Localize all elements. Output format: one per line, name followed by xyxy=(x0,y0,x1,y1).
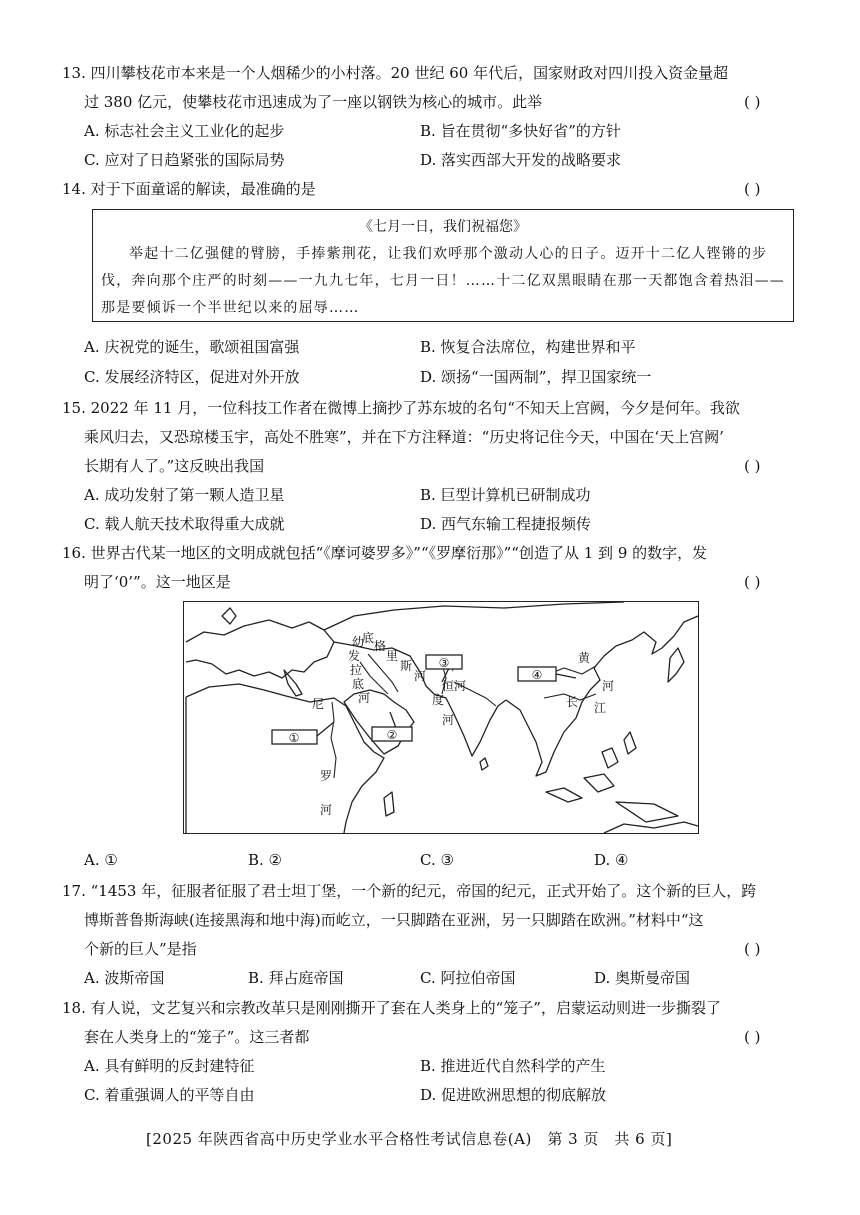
nile-label-2: 罗 xyxy=(320,769,333,783)
nile-river-line xyxy=(331,702,336,778)
river-labels xyxy=(312,630,614,817)
q14-option-b[interactable]: B. 恢复合法席位，构建世界和平 xyxy=(420,338,636,356)
q17-option-a[interactable]: A. 波斯帝国 xyxy=(84,969,165,987)
q17-stem-line3: 个新的巨人”是指 xyxy=(84,940,197,958)
indus-label-3: 河 xyxy=(442,713,455,727)
ancient-civilizations-map xyxy=(183,601,699,834)
q16-option-d[interactable]: D. ④ xyxy=(594,851,629,869)
q14-poem-box xyxy=(92,209,794,322)
q17-option-d[interactable]: D. 奥斯曼帝国 xyxy=(594,969,691,987)
indus-label-2: 度 xyxy=(432,693,445,707)
map-drawing xyxy=(184,602,698,833)
tigris-label-3: 里 xyxy=(386,649,399,663)
q14-answer-paren: ( ) xyxy=(744,180,761,198)
q16-option-b[interactable]: B. ② xyxy=(248,851,283,869)
q17-stem-line2: 博斯普鲁斯海峡(连接黑海和地中海)而屹立，一只脚踏在亚洲，另一只脚踏在欧洲。”材料中“这 xyxy=(84,911,704,929)
euphrates-label-5: 河 xyxy=(358,691,371,705)
q16-option-a[interactable]: A. ① xyxy=(84,851,118,869)
q18-option-a[interactable]: A. 具有鲜明的反封建特征 xyxy=(84,1057,255,1075)
q18-option-d[interactable]: D. 促进欧洲思想的彻底解放 xyxy=(420,1086,607,1104)
q14-poem-title: 《七月一日，我们祝福您》 xyxy=(359,219,527,235)
q16-option-c[interactable]: C. ③ xyxy=(420,851,454,869)
q16-stem-line2: 明了‘0’”。这一地区是 xyxy=(84,573,231,591)
q15-answer-paren: ( ) xyxy=(744,457,761,475)
marker-2-leader xyxy=(390,712,396,728)
q17-option-b[interactable]: B. 拜占庭帝国 xyxy=(248,969,344,987)
q18-option-c[interactable]: C. 着重强调人的平等自由 xyxy=(84,1086,255,1104)
marker-4-leader xyxy=(556,674,576,678)
q14-poem-body: 举起十二亿强健的臂膀，手捧紫荆花，让我们欢呼那个激动人心的日子。迈开十二亿人铿锵的步伐，奔向那个庄严的时刻——一九九七年，七月一日！……十二亿双黑眼睛在那一天都饱含着热泪——那是要倾诉一个半世纪以来的屈辱…… xyxy=(101,246,785,316)
q17-stem-line1: 17. “1453 年，征服者征服了君士坦丁堡，一个新的纪元，帝国的纪元，正式开始了。这个新的巨人，跨 xyxy=(62,882,757,900)
q15-stem-line2: 乘风归去，又恐琼楼玉宇，高处不胜寒”，并在下方注释道：“历史将记住今天，中国在‘天上宫阙’ xyxy=(84,428,724,446)
q18-option-b[interactable]: B. 推进近代自然科学的产生 xyxy=(420,1057,606,1075)
q13-option-c[interactable]: C. 应对了日趋紧张的国际局势 xyxy=(84,151,285,169)
q15-option-b[interactable]: B. 巨型计算机已研制成功 xyxy=(420,486,591,504)
q16-stem-line1: 16. 世界古代某一地区的文明成就包括“《摩诃婆罗多》”“《罗摩衍那》”“创造了从 1 到 9 的数字，发 xyxy=(62,544,708,562)
euphrates-label-3: 拉 xyxy=(350,663,363,677)
q14-option-d[interactable]: D. 颂扬“一国两制”，捍卫国家统一 xyxy=(420,368,652,386)
q18-stem-line1: 18. 有人说，文艺复兴和宗教改革只是刚刚撕开了套在人类身上的“笼子”，启蒙运动则进一步撕裂了 xyxy=(62,999,721,1017)
q15-option-a[interactable]: A. 成功发射了第一颗人造卫星 xyxy=(84,486,285,504)
q17-answer-paren: ( ) xyxy=(744,940,761,958)
q15-option-d[interactable]: D. 西气东输工程捷报频传 xyxy=(420,515,592,533)
q13-stem-line1: 13. 四川攀枝花市本来是一个人烟稀少的小村落。20 世纪 60 年代后，国家财政对四川投入资金量超 xyxy=(62,64,729,82)
tigris-label-4: 斯 xyxy=(400,659,413,673)
tigris-label-5: 河 xyxy=(414,669,427,683)
euphrates-river-line xyxy=(360,662,388,694)
yellow-river-label-1: 黄 xyxy=(578,651,591,665)
euphrates-label-2: 发 xyxy=(348,649,361,663)
q18-stem-line2: 套在人类身上的“笼子”。这三者都 xyxy=(84,1028,310,1046)
q15-stem-line1: 15. 2022 年 11 月，一位科技工作者在微博上摘抄了苏东坡的名句“不知天上宫阙，今夕是何年。我欲 xyxy=(62,399,740,417)
yangtze-label-1: 长 xyxy=(566,695,579,709)
q14-stem: 14. 对于下面童谣的解读，最准确的是 xyxy=(62,180,316,198)
marker-3-label: ③ xyxy=(438,656,450,670)
ganges-label-2: 河 xyxy=(454,679,467,693)
yangtze-label-2: 江 xyxy=(594,701,607,715)
q16-answer-paren: ( ) xyxy=(744,573,761,591)
marker-1-label: ① xyxy=(288,731,300,745)
euphrates-label-1: 幼 xyxy=(352,635,365,649)
q14-option-c[interactable]: C. 发展经济特区，促进对外开放 xyxy=(84,368,300,386)
q13-option-b[interactable]: B. 旨在贯彻“多快好省”的方针 xyxy=(420,122,621,140)
q13-answer-paren: ( ) xyxy=(744,93,761,111)
q18-answer-paren: ( ) xyxy=(744,1028,761,1046)
q15-stem-line3: 长期有人了。”这反映出我国 xyxy=(84,457,265,475)
marker-4-label: ④ xyxy=(531,668,543,682)
q17-option-c[interactable]: C. 阿拉伯帝国 xyxy=(420,969,516,987)
marker-2-label: ② xyxy=(386,728,398,742)
q13-option-a[interactable]: A. 标志社会主义工业化的起步 xyxy=(84,122,285,140)
euphrates-label-4: 底 xyxy=(352,677,365,691)
nile-label-3: 河 xyxy=(320,803,333,817)
q13-option-d[interactable]: D. 落实西部大开发的战略要求 xyxy=(420,151,622,169)
q13-stem-line2: 过 380 亿元，使攀枝花市迅速成为了一座以钢铁为核心的城市。此举 xyxy=(84,93,543,111)
yellow-river-label-2: 河 xyxy=(602,679,615,693)
nile-label-1: 尼 xyxy=(312,697,325,711)
tigris-label-1: 底 xyxy=(362,631,375,645)
q14-option-a[interactable]: A. 庆祝党的诞生，歌颂祖国富强 xyxy=(84,338,300,356)
q15-option-c[interactable]: C. 载人航天技术取得重大成就 xyxy=(84,515,285,533)
page-footer: [2025 年陕西省高中历史学业水平合格性考试信息卷(A) 第 3 页 共 6 页] xyxy=(146,1130,673,1148)
tigris-label-2: 格 xyxy=(374,639,387,653)
ganges-label-1: 恒 xyxy=(442,679,455,693)
